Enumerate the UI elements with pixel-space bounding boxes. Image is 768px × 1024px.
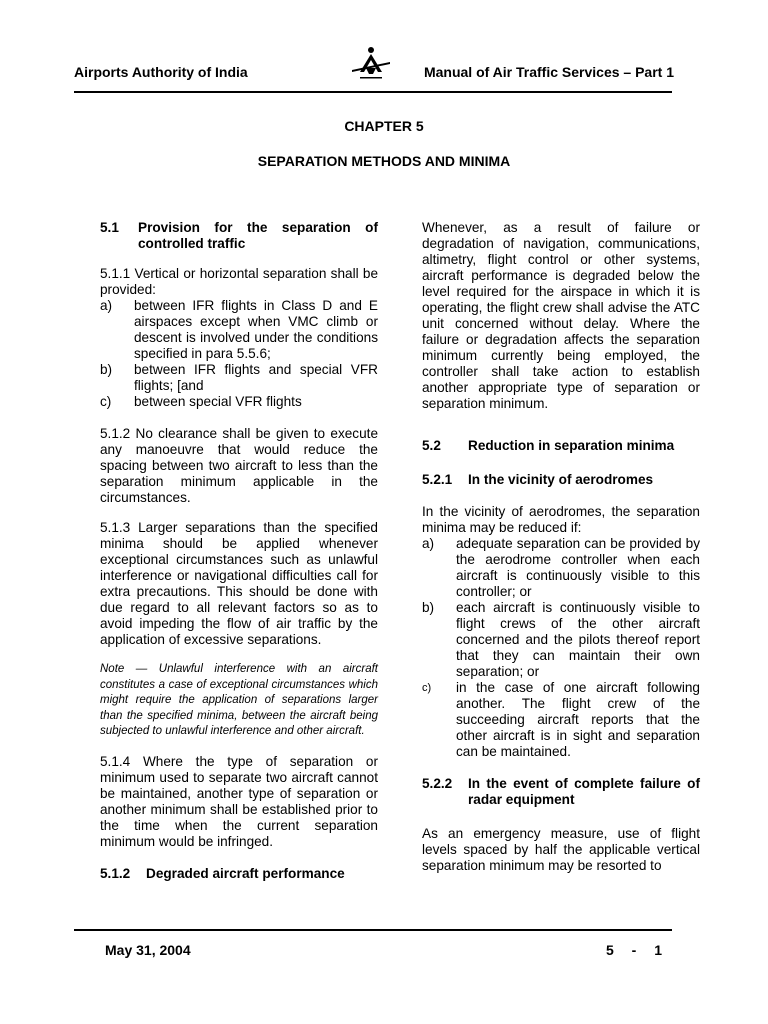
list-item: b) between IFR flights and special VFR flights; [and: [100, 362, 378, 393]
list-item: a) adequate separation can be provided by the aerodrome controller when each aircraft is continuously visible to this controller; or: [422, 536, 700, 599]
list-item: a) between IFR flights in Class D and E airspaces except when VMC climb or descent is involved under the conditions specified in para 5.5.6;: [100, 298, 378, 361]
chapter-number: CHAPTER 5: [344, 118, 424, 134]
paragraph-5-2-2: As an emergency measure, use of flight levels spaced by half the applicable vertical separation minimum may be resorted to: [422, 826, 700, 873]
list-item: c) between special VFR flights: [100, 394, 302, 409]
header-divider: [74, 91, 672, 93]
note-unlawful-interference: Note — Unlawful interference with an aircraft constitutes a case of exceptional circumstances which might require the application of separations larger than the specified minima, between the aircraft being subjected to unlawful interference and other aircraft.: [100, 663, 378, 737]
paragraph-degraded-performance: Whenever, as a result of failure or degradation of navigation, communications, altimetry, flight control or other systems, aircraft performance is degraded below the level required for the airspace in which it is operating, the flight crew shall advise the ATC unit concerned without delay. Where the failure or degradation affects the separation minimum currently being employed, the controller shall take action to establish another appropriate type of separation or separation minimum.: [422, 220, 700, 411]
list-5-2-1: [422, 536, 700, 760]
list-5-1-1: [100, 298, 378, 410]
footer-divider: [74, 929, 672, 931]
left-column: [100, 220, 378, 882]
header-manual-title: Manual of Air Traffic Services – Part 1: [423, 64, 674, 80]
right-column: [422, 220, 700, 874]
section-heading-5-1-2: 5.1.2 Degraded aircraft performance: [100, 865, 345, 881]
section-heading-5-2-2: 5.2.2 In the event of complete failure of radar equipment: [422, 776, 700, 807]
paragraph-5-1-2: 5.1.2 No clearance shall be given to execute any manoeuvre that would reduce the spacing between two aircraft to less than the separation minimum applicable in the circumstances.: [100, 426, 378, 505]
section-heading-5-2-1: 5.2.1 In the vicinity of aerodromes: [422, 472, 654, 487]
paragraph-5-1-1: 5.1.1 Vertical or horizontal separation shall be provided:: [100, 266, 378, 297]
chapter-title: SEPARATION METHODS AND MINIMA: [257, 153, 511, 169]
header-organization: Airports Authority of India: [74, 64, 248, 80]
aai-logo-icon: [348, 44, 394, 84]
paragraph-5-1-4: 5.1.4 Where the type of separation or minimum used to separate two aircraft cannot be maintained, another type of separation or another minimum shall be established prior to the time when the current separation minimum would be infringed.: [100, 753, 378, 849]
paragraph-5-1-3: 5.1.3 Larger separations than the specified minima should be applied whenever exceptional circumstances such as unlawful interference or navigational difficulties call for extra precautions. This should be done with due regard to all relevant factors so as to avoid impeding the flow of air traffic by the application of excessive separations.: [100, 520, 378, 647]
section-heading-5-1: 5.1 Provision for the separation of controlled traffic: [100, 220, 378, 251]
footer-date: May 31, 2004: [105, 942, 191, 958]
page-number: 5 - 1: [606, 942, 663, 958]
list-item: c) in the case of one aircraft following another. The flight crew of the succeeding aircraft reports that the other aircraft is in sight and separation can be maintained.: [422, 680, 700, 759]
list-item: b) each aircraft is continuously visible to flight crews of the other aircraft concerned and the pilots thereof report that they can maintain their own separation; or: [422, 600, 700, 679]
paragraph-5-2-1: In the vicinity of aerodromes, the separation minima may be reduced if:: [422, 504, 700, 535]
section-heading-5-2: 5.2 Reduction in separation minima: [422, 438, 675, 453]
